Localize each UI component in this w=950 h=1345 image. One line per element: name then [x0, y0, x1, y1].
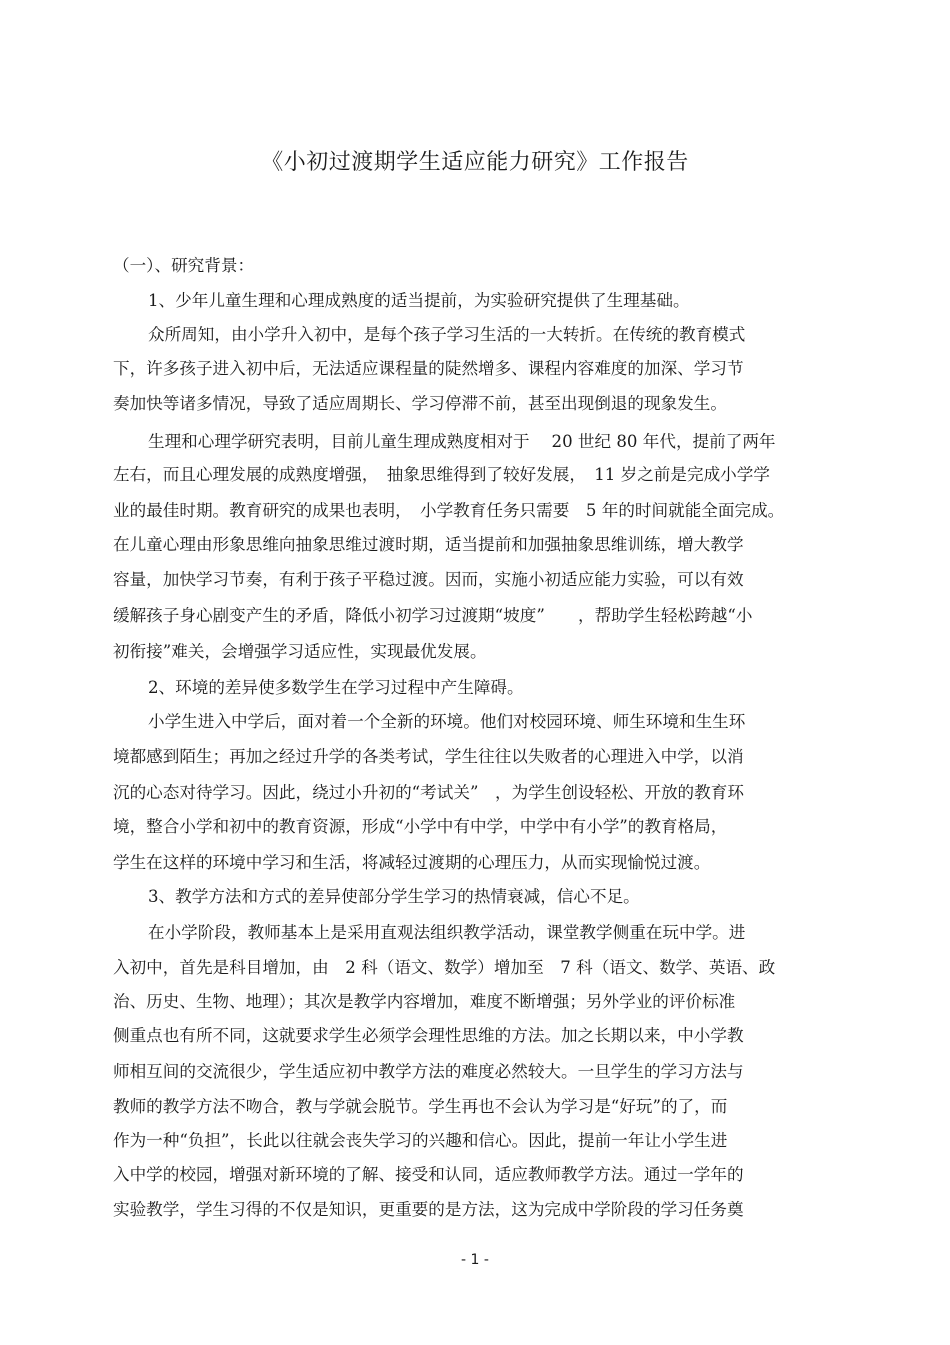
body-line: 师相互间的交流很少，学生适应初中教学方法的难度必然较大。一旦学生的学习方法与: [113, 1062, 744, 1081]
body-line: 业的最佳时期。教育研究的成果也表明， 小学教育任务只需要 5 年的时间就能全面完成。: [113, 501, 785, 520]
body-line: 实验教学，学生习得的不仅是知识，更重要的是方法，这为完成中学阶段的学习任务奠: [113, 1200, 744, 1219]
page-number: - 1 -: [461, 1252, 489, 1268]
body-line: 境，整合小学和初中的教育资源，形成“小学中有中学，中学中有小学”的教育格局，: [113, 817, 728, 836]
body-line: 下，许多孩子进入初中后，无法适应课程量的陡然增多、课程内容难度的加深、学习节: [113, 359, 744, 378]
body-line: 侧重点也有所不同，这就要求学生必须学会理性思维的方法。加之长期以来，中小学教: [113, 1026, 744, 1045]
section-heading: （一）、研究背景：: [113, 256, 255, 275]
body-line: 众所周知，由小学升入初中，是每个孩子学习生活的一大转折。在传统的教育模式: [148, 325, 746, 344]
body-line: 左右，而且心理发展的成熟度增强， 抽象思维得到了较好发展， 11 岁之前是完成小学学: [113, 465, 770, 484]
body-line: 教师的教学方法不吻合，教与学就会脱节。学生再也不会认为学习是“好玩”的了，而: [113, 1097, 728, 1116]
body-line: 入中学的校园，增强对新环境的了解、接受和认同，适应教师教学方法。通过一学年的: [113, 1165, 744, 1184]
point-heading-3: 3、教学方法和方式的差异使部分学生学习的热情衰减，信心不足。: [148, 887, 640, 906]
body-line: 入初中，首先是科目增加，由 2 科（语文、数学）增加至 7 科（语文、数学、英语、政: [113, 958, 776, 977]
point-heading-2: 2、环境的差异使多数学生在学习过程中产生障碍。: [148, 678, 524, 697]
body-line: 生理和心理学研究表明，目前儿童生理成熟度相对于 20 世纪 80 年代，提前了两年: [148, 432, 776, 451]
body-line: 在儿童心理由形象思维向抽象思维过渡时期，适当提前和加强抽象思维训练，增大教学: [113, 535, 744, 554]
body-line: 初衔接”难关，会增强学习适应性，实现最优发展。: [113, 642, 487, 661]
body-line: 沉的心态对待学习。因此，绕过小升初的“考试关” ，为学生创设轻松、开放的教育环: [113, 783, 744, 802]
body-line: 作为一种“负担”，长此以往就会丧失学习的兴趣和信心。因此，提前一年让小学生进: [113, 1131, 728, 1150]
body-line: 容量，加快学习节奏，有利于孩子平稳过渡。因而，实施小初适应能力实验，可以有效: [113, 570, 744, 589]
body-line: 治、历史、生物、地理）；其次是教学内容增加，难度不断增强；另外学业的评价标准: [113, 992, 736, 1011]
body-line: 奏加快等诸多情况，导致了适应周期长、学习停滞不前，甚至出现倒退的现象发生。: [113, 394, 727, 413]
body-line: 小学生进入中学后，面对着一个全新的环境。他们对校园环境、师生环境和生生环: [148, 712, 746, 731]
body-line: 境都感到陌生；再加之经过升学的各类考试，学生往往以失败者的心理进入中学，以消: [113, 747, 744, 766]
body-line: 在小学阶段，教师基本上是采用直观法组织教学活动，课堂教学侧重在玩中学。进: [148, 923, 746, 942]
report-title: 《小初过渡期学生适应能力研究》工作报告: [261, 150, 689, 175]
body-line: 学生在这样的环境中学习和生活，将减轻过渡期的心理压力，从而实现愉悦过渡。: [113, 853, 711, 872]
body-line: 缓解孩子身心剧变产生的矛盾，降低小初学习过渡期“坡度” ，帮助学生轻松跨越“小: [113, 606, 753, 625]
point-heading-1: 1、少年儿童生理和心理成熟度的适当提前，为实验研究提供了生理基础。: [148, 291, 690, 310]
